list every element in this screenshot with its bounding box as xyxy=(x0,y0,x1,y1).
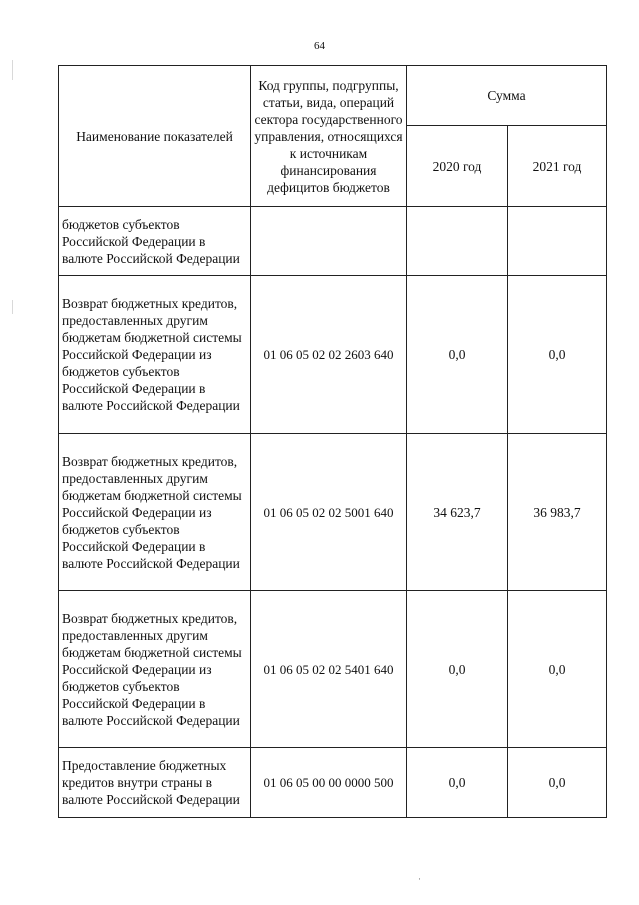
page-number: 64 xyxy=(314,40,325,52)
table-row xyxy=(59,591,607,748)
row-value-2020: 0,0 xyxy=(407,591,508,748)
column-header-2020: 2020 год xyxy=(407,126,508,207)
column-header-2021: 2021 год xyxy=(508,126,607,207)
row-name: Возврат бюджетных кредитов, предоставленных другим бюджетам бюджетной системы Российской Федерации из бюджетов субъектов Российской Федерации в валюте Российской Федерации xyxy=(59,434,251,591)
table-row xyxy=(59,748,607,818)
row-value-2020: 0,0 xyxy=(407,748,508,818)
column-header-sum: Сумма xyxy=(407,66,607,126)
row-value-2021: 0,0 xyxy=(508,748,607,818)
sources-table xyxy=(58,65,607,818)
table-row xyxy=(59,207,607,276)
header-row xyxy=(59,66,607,126)
table-row xyxy=(59,434,607,591)
row-code: 01 06 05 02 02 5401 640 xyxy=(251,591,407,748)
footer-mark: · xyxy=(418,874,421,884)
row-name: бюджетов субъектов Российской Федерации в валюте Российской Федерации xyxy=(59,207,251,276)
row-name: Предоставление бюджетных кредитов внутри страны в валюте Российской Федерации xyxy=(59,748,251,818)
column-header-code: Код группы, подгруппы, статьи, вида, операций сектора государственного управления, относящихся к источникам финансирования дефицитов бюджетов xyxy=(251,66,407,207)
row-value-2021: 0,0 xyxy=(508,276,607,434)
row-value-2021: 36 983,7 xyxy=(508,434,607,591)
row-value-2021: 0,0 xyxy=(508,591,607,748)
row-code: 01 06 05 00 00 0000 500 xyxy=(251,748,407,818)
row-value-2020 xyxy=(407,207,508,276)
row-value-2020: 34 623,7 xyxy=(407,434,508,591)
row-code: 01 06 05 02 02 5001 640 xyxy=(251,434,407,591)
scan-artifact xyxy=(12,60,13,80)
column-header-name: Наименование показателей xyxy=(59,66,251,207)
row-code: 01 06 05 02 02 2603 640 xyxy=(251,276,407,434)
table-row xyxy=(59,276,607,434)
row-value-2020: 0,0 xyxy=(407,276,508,434)
row-code xyxy=(251,207,407,276)
row-value-2021 xyxy=(508,207,607,276)
row-name: Возврат бюджетных кредитов, предоставленных другим бюджетам бюджетной системы Российской Федерации из бюджетов субъектов Российской Федерации в валюте Российской Федерации xyxy=(59,276,251,434)
row-name: Возврат бюджетных кредитов, предоставленных другим бюджетам бюджетной системы Российской Федерации из бюджетов субъектов Российской Федерации в валюте Российской Федерации xyxy=(59,591,251,748)
scan-artifact xyxy=(12,300,13,314)
